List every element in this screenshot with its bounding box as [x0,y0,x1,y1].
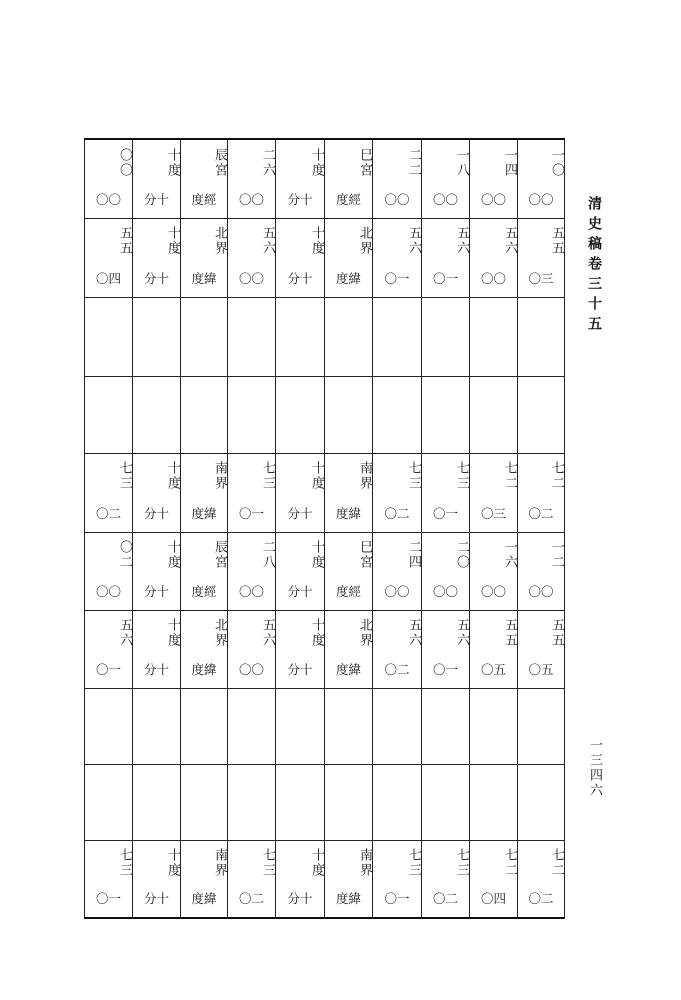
table-row [84,218,565,297]
cell-top-text: 北界 [212,226,227,256]
cell-bottom-text: 分十 [143,584,169,599]
cell-top-text: 南界 [357,848,372,878]
table-cell [324,532,372,610]
table-cell [275,297,324,376]
table-cell [469,532,517,610]
table-cell [372,376,421,453]
table-cell [275,140,324,218]
table-cell [372,610,421,688]
table-cell [517,453,565,532]
empty-row [84,764,565,840]
table-cell [84,610,132,688]
table-cell [372,764,421,840]
table-cell [180,297,227,376]
cell-bottom-text: 分十 [287,506,313,521]
table-cell [180,532,227,610]
table-cell [275,376,324,453]
table-cell [469,218,517,297]
table-cell [324,297,372,376]
cell-top-text: 南界 [357,461,372,491]
page-number: 一三四六 [587,738,602,798]
cell-top-text: 十度 [309,148,324,178]
cell-top-text: 五六 [502,226,517,256]
cell-top-text: 南界 [212,848,227,878]
cell-top-text: 二二 [406,148,421,178]
table-cell [517,688,565,764]
cell-top-text: 五五 [549,618,564,648]
cell-top-text: 五五 [117,226,132,256]
cell-top-text: 十度 [165,461,180,491]
row-divider [84,764,565,765]
cell-bottom-text: 〇五 [480,662,506,677]
cell-bottom-text: 〇二 [384,506,410,521]
cell-top-text: 七二 [502,461,517,491]
table-cell [227,688,275,764]
cell-top-text: 巳宮 [357,540,372,570]
table-cell [469,453,517,532]
table-cell [421,610,469,688]
cell-top-text: 七三 [454,461,469,491]
table-cell [275,532,324,610]
table-cell [84,532,132,610]
cell-bottom-text: 度經 [335,584,361,599]
cell-bottom-text: 度緯 [335,662,361,677]
cell-top-text: 十度 [165,540,180,570]
table-cell [421,688,469,764]
cell-bottom-text: 〇一 [384,891,410,906]
cell-bottom-text: 度緯 [335,506,361,521]
table-cell [84,453,132,532]
cell-bottom-text: 〇一 [432,506,458,521]
cell-top-text: 五六 [260,618,275,648]
table-row [84,610,565,688]
cell-bottom-text: 分十 [143,506,169,521]
table-cell [517,376,565,453]
cell-top-text: 十度 [309,540,324,570]
table-row [84,453,565,532]
cell-top-text: 二四 [406,540,421,570]
table-cell [132,218,180,297]
cell-bottom-text: 〇〇 [528,584,554,599]
cell-bottom-text: 〇二 [95,506,121,521]
cell-top-text: 南界 [212,461,227,491]
cell-top-text: 五六 [454,618,469,648]
cell-bottom-text: 度緯 [191,506,217,521]
cell-top-text: 一四 [502,148,517,178]
table-cell [372,532,421,610]
table-cell [84,688,132,764]
table-cell [324,453,372,532]
cell-top-text: 十度 [309,618,324,648]
cell-top-text: 二〇 [454,540,469,570]
row-divider [84,297,565,298]
cell-top-text: 十度 [165,848,180,878]
table-cell [421,140,469,218]
table-cell [227,140,275,218]
table-cell [421,532,469,610]
table-cell [132,840,180,917]
table-cell [275,453,324,532]
table-cell [180,764,227,840]
table-cell [275,840,324,917]
empty-row [84,297,565,376]
cell-top-text: 十度 [165,148,180,178]
cell-bottom-text: 分十 [143,192,169,207]
table-cell [324,610,372,688]
table-cell [132,376,180,453]
cell-top-text: 五六 [454,226,469,256]
cell-bottom-text: 〇二 [384,662,410,677]
table-cell [324,688,372,764]
cell-bottom-text: 度經 [335,192,361,207]
table-cell [517,140,565,218]
table-cell [180,453,227,532]
table-cell [421,764,469,840]
table-cell [227,532,275,610]
table-cell [180,376,227,453]
row-divider [84,453,565,454]
cell-bottom-text: 分十 [287,891,313,906]
cell-bottom-text: 〇〇 [432,192,458,207]
table-cell [84,140,132,218]
cell-top-text: 辰宮 [212,148,227,178]
cell-top-text: 一六 [502,540,517,570]
cell-bottom-text: 〇〇 [95,584,121,599]
table-cell [132,453,180,532]
table-cell [517,218,565,297]
table-cell [84,297,132,376]
empty-row [84,376,565,453]
cell-bottom-text: 〇四 [95,271,121,286]
cell-bottom-text: 度經 [191,584,217,599]
cell-top-text: 巳宮 [357,148,372,178]
cell-bottom-text: 度緯 [191,271,217,286]
cell-bottom-text: 〇〇 [238,584,264,599]
table-cell [372,140,421,218]
cell-bottom-text: 分十 [143,271,169,286]
cell-top-text: 七二 [549,461,564,491]
cell-top-text: 五五 [502,618,517,648]
table-cell [421,218,469,297]
cell-top-text: 〇二 [117,540,132,570]
row-divider [84,840,565,841]
cell-top-text: 七二 [502,848,517,878]
table-cell [227,376,275,453]
cell-bottom-text: 〇二 [432,891,458,906]
table-cell [517,297,565,376]
table-cell [227,453,275,532]
row-divider [84,532,565,533]
cell-top-text: 七三 [406,848,421,878]
cell-top-text: 北界 [357,618,372,648]
cell-top-text: 五六 [406,618,421,648]
cell-top-text: 二八 [260,540,275,570]
table-cell [227,218,275,297]
cell-top-text: 一二 [549,540,564,570]
cell-bottom-text: 〇〇 [384,192,410,207]
row-divider [84,688,565,689]
table-cell [421,297,469,376]
cell-top-text: 十度 [309,226,324,256]
table-row [84,840,565,917]
cell-bottom-text: 分十 [287,584,313,599]
table-cell [324,140,372,218]
table-cell [84,840,132,917]
cell-bottom-text: 度緯 [335,891,361,906]
table-cell [324,218,372,297]
cell-bottom-text: 〇五 [528,662,554,677]
empty-row [84,688,565,764]
row-divider [84,610,565,611]
table-cell [372,840,421,917]
table-cell [469,840,517,917]
table-cell [132,532,180,610]
cell-top-text: 七三 [406,461,421,491]
cell-top-text: 七三 [260,461,275,491]
table-cell [84,218,132,297]
table-cell [517,764,565,840]
cell-bottom-text: 〇〇 [480,584,506,599]
table-cell [180,610,227,688]
cell-top-text: 七三 [117,461,132,491]
cell-top-text: 十度 [165,226,180,256]
table-cell [324,764,372,840]
table-cell [132,764,180,840]
cell-bottom-text: 〇一 [432,662,458,677]
cell-top-text: 七三 [117,848,132,878]
cell-top-text: 十度 [309,461,324,491]
cell-top-text: 七三 [260,848,275,878]
table-cell [421,453,469,532]
row-divider [84,376,565,377]
cell-bottom-text: 〇三 [528,271,554,286]
table-cell [275,610,324,688]
table-cell [469,610,517,688]
cell-bottom-text: 〇一 [95,891,121,906]
table-cell [372,218,421,297]
cell-bottom-text: 〇〇 [238,192,264,207]
cell-bottom-text: 〇〇 [528,192,554,207]
table-cell [324,840,372,917]
cell-bottom-text: 度緯 [335,271,361,286]
table-row [84,532,565,610]
cell-bottom-text: 〇〇 [384,584,410,599]
table-cell [324,376,372,453]
cell-bottom-text: 〇三 [480,506,506,521]
cell-bottom-text: 分十 [287,271,313,286]
cell-bottom-text: 度緯 [191,662,217,677]
cell-top-text: 一〇 [549,148,564,178]
cell-bottom-text: 〇〇 [95,192,121,207]
table-cell [84,376,132,453]
cell-top-text: 北界 [212,618,227,648]
table-cell [180,218,227,297]
cell-bottom-text: 分十 [287,662,313,677]
cell-top-text: 二六 [260,148,275,178]
cell-top-text: 七三 [454,848,469,878]
cell-bottom-text: 〇〇 [432,584,458,599]
table-cell [469,376,517,453]
table-cell [469,140,517,218]
table-cell [132,140,180,218]
table-cell [132,610,180,688]
table-cell [132,297,180,376]
cell-bottom-text: 〇一 [384,271,410,286]
table-cell [180,688,227,764]
cell-top-text: 十度 [309,848,324,878]
cell-top-text: 辰宮 [212,540,227,570]
table-row [84,140,565,218]
data-table [84,138,565,919]
table-cell [421,840,469,917]
table-cell [227,840,275,917]
cell-bottom-text: 〇一 [95,662,121,677]
table-cell [84,764,132,840]
cell-bottom-text: 〇二 [528,506,554,521]
cell-bottom-text: 度緯 [191,891,217,906]
table-cell [517,840,565,917]
side-title: 清史稿卷三十五 [586,196,602,336]
table-cell [372,297,421,376]
cell-top-text: 五五 [549,226,564,256]
table-cell [132,688,180,764]
cell-top-text: 〇〇 [117,148,132,178]
table-cell [469,764,517,840]
cell-bottom-text: 〇〇 [238,662,264,677]
table-cell [372,453,421,532]
cell-bottom-text: 〇二 [528,891,554,906]
cell-bottom-text: 〇一 [432,271,458,286]
cell-bottom-text: 〇〇 [238,271,264,286]
cell-top-text: 五六 [117,618,132,648]
table-cell [180,840,227,917]
cell-top-text: 十度 [165,618,180,648]
table-cell [469,297,517,376]
cell-top-text: 北界 [357,226,372,256]
cell-bottom-text: 分十 [143,891,169,906]
table-cell [275,764,324,840]
table-cell [275,218,324,297]
cell-bottom-text: 〇一 [238,506,264,521]
cell-top-text: 五六 [406,226,421,256]
table-cell [227,610,275,688]
cell-top-text: 一八 [454,148,469,178]
cell-bottom-text: 〇〇 [480,192,506,207]
table-cell [180,140,227,218]
cell-bottom-text: 〇二 [238,891,264,906]
row-divider [84,218,565,219]
cell-bottom-text: 〇〇 [480,271,506,286]
table-cell [227,764,275,840]
table-cell [275,688,324,764]
table-cell [421,376,469,453]
cell-bottom-text: 度經 [191,192,217,207]
table-cell [517,532,565,610]
table-cell [517,610,565,688]
cell-top-text: 七二 [549,848,564,878]
table-cell [227,297,275,376]
table-cell [372,688,421,764]
cell-bottom-text: 分十 [287,192,313,207]
cell-bottom-text: 分十 [143,662,169,677]
cell-top-text: 五六 [260,226,275,256]
table-cell [469,688,517,764]
cell-bottom-text: 〇四 [480,891,506,906]
